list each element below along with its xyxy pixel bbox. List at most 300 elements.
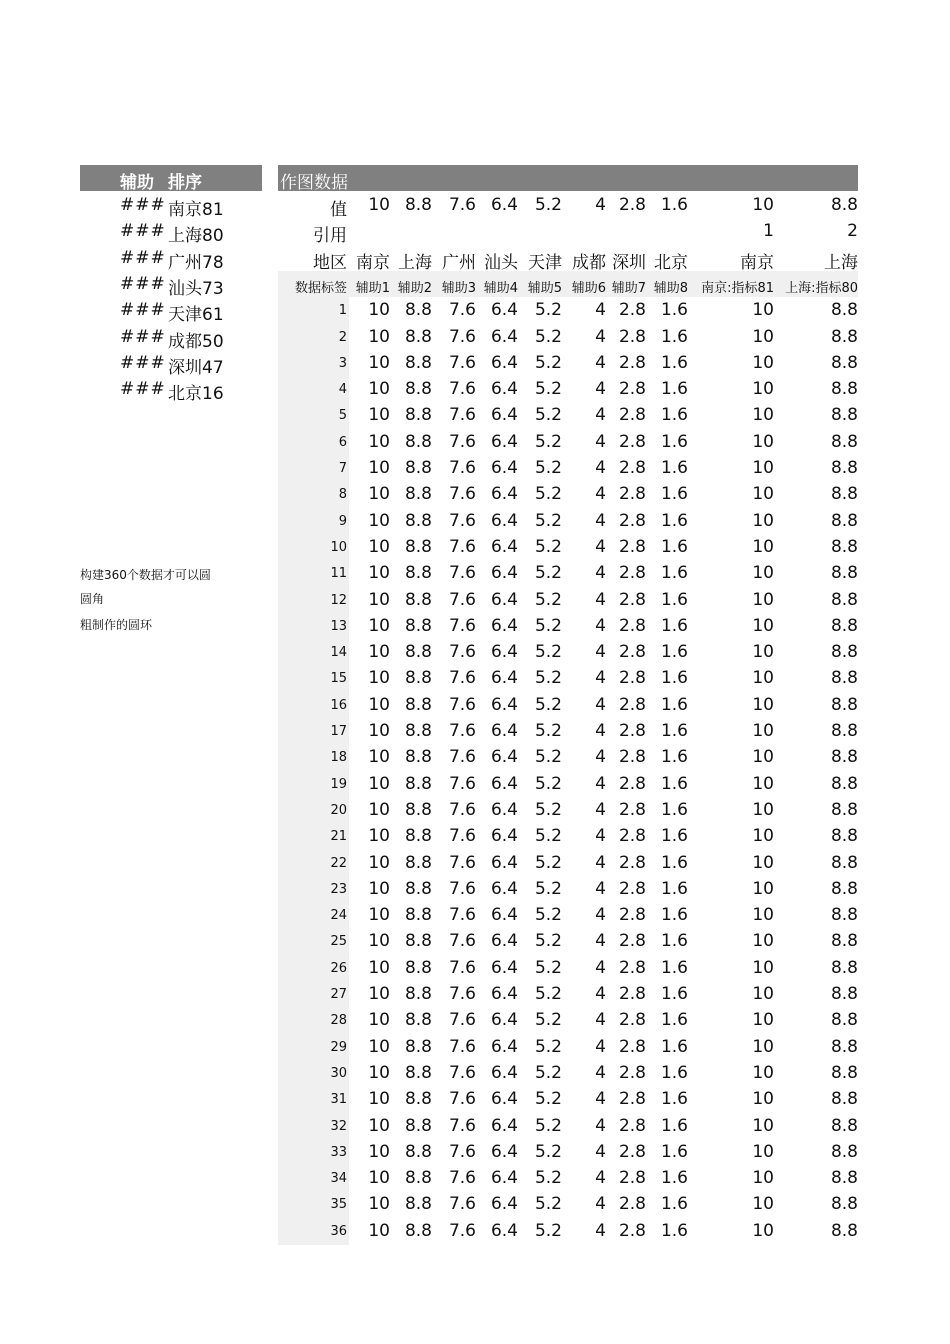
cell: 1.6: [660, 931, 688, 952]
aux-cell: ###: [120, 300, 166, 321]
cell: 5.2: [534, 326, 562, 347]
cell: 5.2: [534, 431, 562, 452]
cell: 5.2: [534, 984, 562, 1004]
cell: 4: [595, 405, 606, 426]
cell: 10: [368, 563, 390, 584]
cell: 7.6: [448, 379, 476, 400]
cell: 7.6: [448, 1115, 476, 1136]
cell: 4: [595, 352, 606, 373]
cell: 10: [752, 931, 774, 952]
cell: 1.6: [660, 352, 688, 373]
data-row: [278, 1113, 858, 1139]
cell: 2.8: [618, 1194, 646, 1215]
cell: 5.2: [534, 878, 562, 899]
cell: 1.6: [660, 1036, 688, 1057]
cell: 8.8: [830, 484, 858, 505]
cell: 6.4: [490, 799, 518, 820]
row-label: 8: [338, 487, 347, 503]
cell: 4: [595, 1010, 606, 1031]
cell: 4: [595, 1062, 606, 1083]
cell: 天津: [528, 252, 562, 273]
cell: 8.8: [830, 878, 858, 899]
data-row: [278, 981, 858, 1007]
cell: 2.8: [618, 1168, 646, 1189]
data-row: [278, 1060, 858, 1086]
cell: 7.6: [448, 799, 476, 820]
cell: 7.6: [448, 1089, 476, 1110]
cell: 4: [595, 1036, 606, 1057]
cell: 2.8: [618, 405, 646, 426]
cell: 8.8: [830, 431, 858, 452]
cell: 4: [595, 1220, 606, 1241]
row-label: 17: [330, 724, 347, 739]
cell: 4: [595, 668, 606, 689]
cell: 7.6: [448, 484, 476, 505]
cell: 5.2: [534, 405, 562, 426]
cell: 2.8: [618, 799, 646, 820]
cell: 8.8: [404, 747, 432, 768]
cell: 8.8: [404, 852, 432, 873]
ranking-row: [80, 350, 262, 376]
cell: 8.8: [404, 1089, 432, 1110]
cell: 8.8: [830, 721, 858, 741]
cell: 2.8: [618, 300, 646, 321]
cell: 8.8: [830, 563, 858, 584]
cell: 5.2: [534, 747, 562, 768]
cell: 8.8: [404, 1168, 432, 1189]
cell: 10: [752, 905, 774, 926]
ranking-row: [80, 376, 262, 405]
cell: 6.4: [490, 931, 518, 952]
cell: 6.4: [490, 721, 518, 741]
cell: 6.4: [490, 379, 518, 400]
cell: 10: [752, 536, 774, 557]
cell: 5.2: [534, 352, 562, 373]
cell: 8.8: [830, 1036, 858, 1057]
cell: 2.8: [618, 589, 646, 610]
cell: 8.8: [404, 799, 432, 820]
cell: 1.6: [660, 721, 688, 741]
cell: 2.8: [618, 1141, 646, 1162]
cell: 6.4: [490, 615, 518, 636]
cell: 10: [752, 431, 774, 452]
cell: 7.6: [448, 405, 476, 426]
cell: 1.6: [660, 1115, 688, 1136]
cell: 10: [368, 405, 390, 426]
cell: 8.8: [830, 300, 858, 321]
row-label: 30: [330, 1065, 347, 1081]
cell: 10: [368, 668, 390, 689]
cell: 5.2: [534, 642, 562, 663]
cell: 8.8: [830, 668, 858, 689]
cell: 8.8: [404, 615, 432, 636]
cell: 6.4: [490, 326, 518, 347]
cell: 7.6: [448, 773, 476, 794]
data-row: [278, 534, 858, 560]
cell: 8.8: [404, 510, 432, 531]
cell: 5.2: [534, 957, 562, 978]
data-row: [278, 560, 858, 586]
cell: 10: [368, 615, 390, 636]
cell: 10: [752, 563, 774, 584]
cell: 8.8: [830, 458, 858, 478]
cell: 6.4: [490, 1089, 518, 1110]
cell: 10: [368, 379, 390, 400]
cell: 5.2: [534, 931, 562, 952]
cell: 8.8: [404, 1194, 432, 1215]
data-row: [278, 928, 858, 954]
cell: 2.8: [618, 379, 646, 400]
cell: 7.6: [448, 721, 476, 741]
cell: 7.6: [448, 1062, 476, 1083]
cell: 10: [368, 1194, 390, 1215]
cell: 10: [368, 878, 390, 899]
data-row: [278, 718, 858, 744]
cell: 5.2: [534, 1115, 562, 1136]
cell: 4: [595, 1168, 606, 1189]
row-label: 15: [330, 671, 347, 687]
cell: 8.8: [830, 326, 858, 347]
cell: 7.6: [448, 458, 476, 478]
cell: 8.8: [830, 352, 858, 373]
data-row: [278, 771, 858, 797]
cell: 10: [752, 326, 774, 347]
cell: 北京: [654, 252, 688, 273]
cell: 6.4: [490, 458, 518, 478]
cell: 10: [752, 300, 774, 321]
cell: 4: [595, 642, 606, 663]
cell: 10: [368, 773, 390, 794]
cell: 辅助8: [653, 280, 688, 296]
cell: 4: [595, 694, 606, 715]
cell: 4: [595, 563, 606, 584]
cell: 7.6: [448, 984, 476, 1004]
data-row: [278, 350, 858, 376]
cell: 8.8: [404, 984, 432, 1004]
cell: 2.8: [618, 431, 646, 452]
cell: 10: [368, 1036, 390, 1057]
row-label: 18: [330, 750, 347, 766]
cell: 10: [368, 905, 390, 926]
cell: 辅助4: [483, 280, 518, 296]
cell: 7.6: [448, 826, 476, 847]
value-row: [278, 192, 858, 218]
data-row: [278, 850, 858, 876]
cell: 7.6: [448, 536, 476, 557]
cell: 1.6: [660, 642, 688, 663]
cell: 7.6: [448, 905, 476, 926]
cell: 7.6: [448, 931, 476, 952]
cell: 7.6: [448, 878, 476, 899]
data-row: [278, 639, 858, 665]
data-row: [278, 876, 858, 902]
cell: 10: [752, 615, 774, 636]
cell: 1.6: [660, 694, 688, 715]
cell: 10: [752, 852, 774, 873]
cell: 8.8: [404, 878, 432, 899]
row-label: 36: [330, 1223, 347, 1239]
cell: 10: [368, 1220, 390, 1241]
cell: 1.6: [660, 957, 688, 978]
cell: 8.8: [830, 642, 858, 663]
row-label: 21: [330, 829, 347, 845]
cell: 6.4: [490, 1115, 518, 1136]
cell: 1.6: [660, 405, 688, 426]
data-row: [278, 1034, 858, 1060]
cell: 10: [752, 352, 774, 373]
data-row: [278, 1218, 858, 1244]
cell: 1.6: [660, 536, 688, 557]
cell: 10: [752, 799, 774, 820]
cell: 4: [595, 300, 606, 321]
cell: 7.6: [448, 1036, 476, 1057]
cell: 5.2: [534, 300, 562, 321]
cell: 10: [752, 1062, 774, 1083]
data-row: [278, 613, 858, 639]
cell: 10: [368, 300, 390, 321]
cell: 10: [368, 1115, 390, 1136]
cell: 10: [368, 957, 390, 978]
cell: 6.4: [490, 1010, 518, 1031]
cell: 8.8: [830, 379, 858, 400]
cell: 10: [752, 405, 774, 426]
cell: 深圳: [612, 252, 646, 273]
cell: 2.8: [618, 458, 646, 478]
cell: 7.6: [448, 1010, 476, 1031]
cell: 4: [595, 984, 606, 1004]
cell: 10: [368, 1010, 390, 1031]
row-label: 地区: [313, 252, 347, 273]
cell: 2.8: [618, 1062, 646, 1083]
cell: 4: [595, 1115, 606, 1136]
cell: 2.8: [618, 1220, 646, 1241]
cell: 8.8: [404, 1010, 432, 1031]
cell: 10: [752, 747, 774, 768]
aux-cell: ###: [120, 352, 166, 373]
row-label: 7: [338, 461, 347, 476]
cell: 8.8: [404, 773, 432, 794]
cell: 辅助1: [355, 280, 390, 296]
sort-column-header: 排序: [168, 173, 202, 193]
note-line-3: 粗制作的圆环: [80, 618, 153, 632]
cell: 2.8: [618, 484, 646, 505]
cell: 6.4: [490, 1220, 518, 1241]
cell: 2.8: [618, 1010, 646, 1031]
cell: 辅助3: [441, 280, 476, 296]
cell: 4: [595, 931, 606, 952]
cell: 4: [595, 799, 606, 820]
cell: 4: [595, 379, 606, 400]
cell: 10: [752, 1089, 774, 1110]
aux-cell: ###: [120, 247, 166, 268]
row-label: 2: [338, 329, 347, 345]
cell: 8.8: [404, 536, 432, 557]
cell: 7.6: [448, 1220, 476, 1241]
cell: 汕头: [484, 252, 518, 273]
cell: 5.2: [534, 563, 562, 584]
cell: 南京: [356, 252, 390, 273]
row-label: 12: [330, 592, 347, 608]
cell: 10: [752, 1141, 774, 1162]
row-label: 25: [330, 934, 347, 950]
ranking-row: [80, 245, 262, 271]
cell: 10: [752, 510, 774, 531]
cell: 6.4: [490, 1036, 518, 1057]
cell: 2.8: [618, 852, 646, 873]
data-row: [278, 297, 858, 323]
cell: 1.6: [660, 563, 688, 584]
cell: 7.6: [448, 563, 476, 584]
cell: 10: [368, 1089, 390, 1110]
cell: 8.8: [830, 536, 858, 557]
cell: 4: [595, 326, 606, 347]
cell: 5.2: [534, 1220, 562, 1241]
cell: 4: [595, 773, 606, 794]
cell: 6.4: [490, 563, 518, 584]
cell: 南京: [740, 252, 774, 273]
cell: 8.8: [404, 352, 432, 373]
cell: 10: [752, 668, 774, 689]
cell: 10: [368, 431, 390, 452]
cell: 1.6: [660, 852, 688, 873]
cell: 2.8: [618, 984, 646, 1004]
row-label: 24: [330, 908, 347, 924]
cell: 2.8: [618, 352, 646, 373]
cell: 2.8: [618, 773, 646, 794]
cell: 1.6: [660, 1089, 688, 1110]
data-row: [278, 1139, 858, 1165]
cell: 10: [752, 1168, 774, 1189]
cell: 8.8: [830, 589, 858, 610]
ranking-row: [80, 297, 262, 326]
cell: 8.8: [404, 694, 432, 715]
cell: 10: [752, 878, 774, 899]
cell: 1.6: [660, 747, 688, 768]
cell: 7.6: [448, 668, 476, 689]
cell: 5.2: [534, 589, 562, 610]
row-label: 11: [330, 566, 347, 582]
cell: 6.4: [490, 1062, 518, 1083]
cell: 5.2: [534, 1036, 562, 1057]
city-rank-cell: 天津61: [168, 305, 224, 326]
cell: 8.8: [404, 957, 432, 978]
cell: 4: [595, 615, 606, 636]
cell: 5.2: [534, 773, 562, 794]
row-label: 29: [330, 1039, 347, 1055]
cell: 2.8: [618, 878, 646, 899]
cell: 辅助2: [397, 280, 432, 296]
cell: 4: [595, 905, 606, 926]
cell: 5.2: [534, 1141, 562, 1162]
cell: 5.2: [534, 668, 562, 689]
aux-cell: ###: [120, 326, 166, 347]
cell: 10: [368, 1141, 390, 1162]
cell: 5.2: [534, 1168, 562, 1189]
cell: 10: [368, 984, 390, 1004]
ranking-row: [80, 324, 262, 350]
cell: 5.2: [534, 1010, 562, 1031]
cell: 2.8: [618, 536, 646, 557]
cell: 8.8: [830, 747, 858, 768]
cell: 8.8: [404, 458, 432, 478]
data-row: [278, 955, 858, 981]
cell: 1: [763, 221, 774, 242]
cell: 1.6: [660, 1168, 688, 1189]
cell: 1.6: [660, 510, 688, 531]
data-row: [278, 1007, 858, 1033]
cell: 4: [595, 510, 606, 531]
cell: 1.6: [660, 773, 688, 794]
cell: 8.8: [830, 405, 858, 426]
cell: 6.4: [490, 694, 518, 715]
cell: 8.8: [404, 563, 432, 584]
row-label: 34: [330, 1171, 347, 1187]
cell: 10: [368, 799, 390, 820]
cell: 2.8: [618, 1036, 646, 1057]
data-row: [278, 455, 858, 481]
cell: 5.2: [534, 1194, 562, 1215]
cell: 1.6: [660, 484, 688, 505]
cell: 10: [368, 536, 390, 557]
cell: 8.8: [404, 1062, 432, 1083]
city-rank-cell: 深圳47: [168, 357, 224, 378]
row-label: 22: [330, 855, 347, 871]
cell: 2.8: [618, 957, 646, 978]
cell: 4: [595, 458, 606, 478]
cell: 7.6: [448, 326, 476, 347]
cell: 2.8: [618, 1089, 646, 1110]
cell: 1.6: [660, 799, 688, 820]
cell: 10: [368, 1062, 390, 1083]
data-row: [278, 797, 858, 823]
cell: 10: [752, 984, 774, 1004]
cell: 10: [368, 484, 390, 505]
cell: 1.6: [660, 615, 688, 636]
cell: 10: [752, 1194, 774, 1215]
cell: 6.4: [490, 1168, 518, 1189]
cell: 8.8: [404, 1141, 432, 1162]
cell: 8.8: [830, 984, 858, 1004]
cell: 10: [752, 1115, 774, 1136]
cell: 6.4: [490, 984, 518, 1004]
data-row: [278, 823, 858, 849]
data-row: [278, 902, 858, 928]
cell: 7.6: [448, 852, 476, 873]
cell: 10: [752, 1036, 774, 1057]
cell: 8.8: [404, 195, 432, 215]
cell: 8.8: [830, 931, 858, 952]
cell: 8.8: [830, 1194, 858, 1215]
cell: 5.2: [534, 905, 562, 926]
cell: 2.8: [618, 747, 646, 768]
cell: 6.4: [490, 642, 518, 663]
row-label: 10: [330, 539, 347, 555]
cell: 7.6: [448, 615, 476, 636]
column-header-row: [278, 271, 858, 297]
cell: 辅助7: [611, 280, 646, 296]
cell: 10: [368, 826, 390, 847]
cell: 1.6: [660, 1062, 688, 1083]
cell: 1.6: [660, 1141, 688, 1162]
cell: 4: [595, 852, 606, 873]
city-rank-cell: 南京81: [168, 200, 224, 220]
cell: 10: [368, 931, 390, 952]
cell: 8.8: [404, 826, 432, 847]
row-label: 5: [338, 408, 347, 424]
cell: 8.8: [404, 1220, 432, 1241]
cell: 8.8: [830, 1062, 858, 1083]
cell: 8.8: [404, 721, 432, 741]
